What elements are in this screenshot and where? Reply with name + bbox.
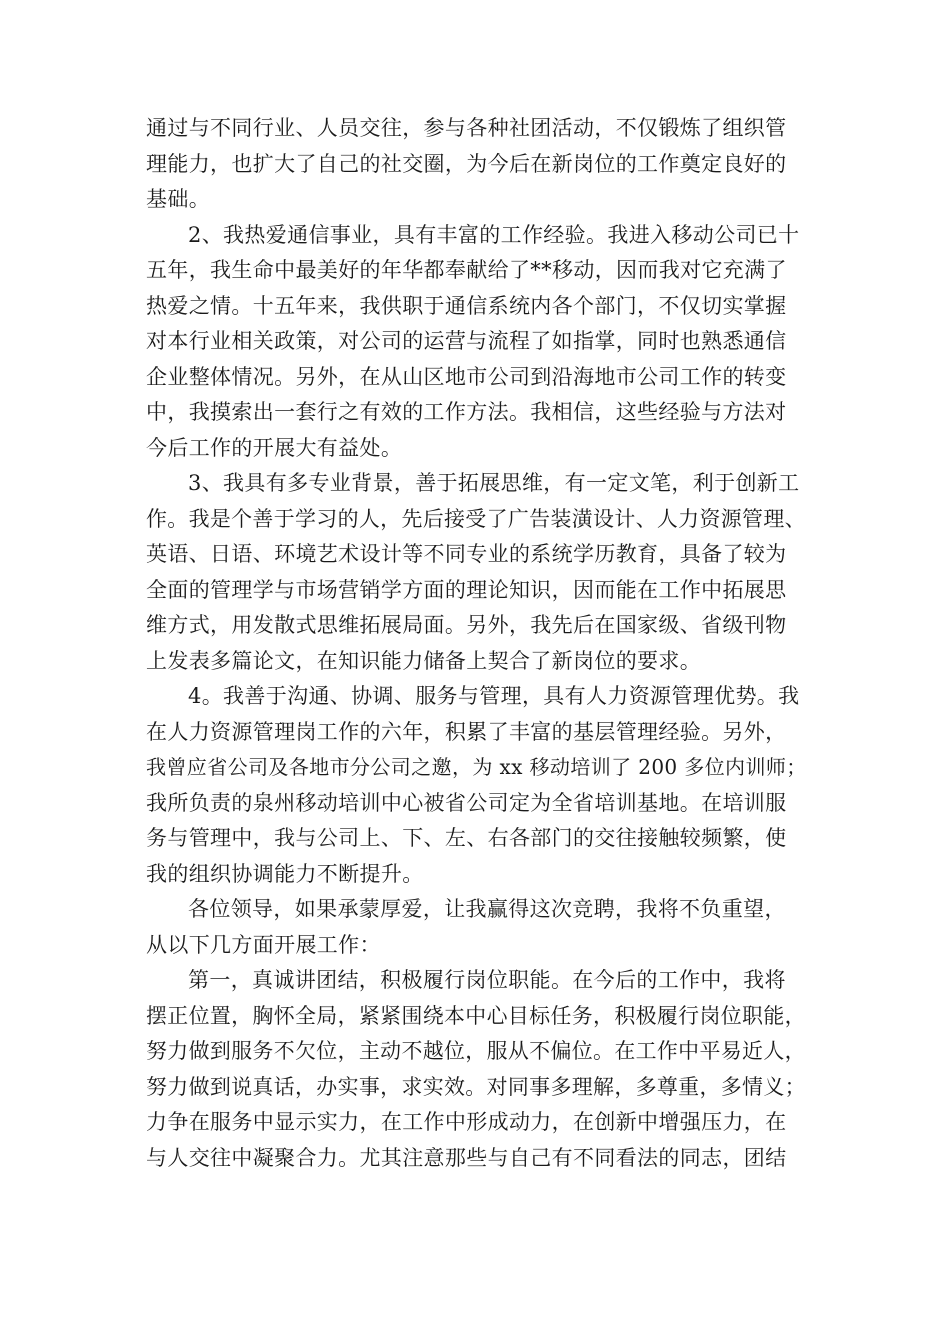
text-line: 力争在服务中显示实力，在工作中形成动力，在创新中增强压力，在 [146,1110,787,1134]
text-line: 第一，真诚讲团结，积极履行岗位职能。在今后的工作中，我将 [188,968,786,992]
text-line: 维方式，用发散式思维拓展局面。另外，我先后在国家级、省级刊物 [146,613,787,637]
text-line: 上发表多篇论文，在知识能力储备上契合了新岗位的要求。 [146,648,702,673]
text-line: 中，我摸索出一套行之有效的工作方法。我相信，这些经验与方法对 [146,400,787,424]
text-line: 今后工作的开展大有益处。 [146,435,403,460]
text-line: 努力做到服务不欠位，主动不越位，服从不偏位。在工作中平易近人， [146,1039,806,1063]
text-line: 在人力资源管理岗工作的六年，积累了丰富的基层管理经验。另外， [146,719,787,744]
text-line: 作。我是个善于学习的人，先后接受了广告装潢设计、人力资源管理、 [146,506,806,531]
text-line: 摆正位置，胸怀全局，紧紧围绕本中心目标任务，积极履行岗位职能， [146,1003,806,1028]
text-line: 务与管理中，我与公司上、下、左、右各部门的交往接触较频繁，使 [146,826,787,850]
text-line: 我的组织协调能力不断提升。 [146,861,424,886]
text-line: 努力做到说真话，办实事，求实效。对同事多理解，多尊重，多情义； [146,1074,806,1099]
text-line: 基础。 [146,187,211,211]
text-line: 我曾应省公司及各地市分公司之邀，为 xx 移动培训了 200 多位内训师； [146,755,807,779]
text-line: 全面的管理学与市场营销学方面的理论知识，因而能在工作中拓展思 [146,577,787,602]
text-line: 2、我热爱通信事业，具有丰富的工作经验。我进入移动公司已十 [188,222,800,247]
text-line: 企业整体情况。另外，在从山区地市公司到沿海地市公司工作的转变 [146,364,787,389]
text-line: 热爱之情。十五年来，我供职于通信系统内各个部门，不仅切实掌握 [146,293,787,318]
text-line: 英语、日语、环境艺术设计等不同专业的系统学历教育，具备了较为 [146,542,787,566]
text-line: 理能力，也扩大了自己的社交圈，为今后在新岗位的工作奠定良好的 [146,151,787,176]
text-line: 4。我善于沟通、协调、服务与管理，具有人力资源管理优势。我 [188,684,800,708]
text-line: 3、我具有多专业背景，善于拓展思维，有一定文笔，利于创新工 [188,471,800,495]
text-line: 对本行业相关政策，对公司的运营与流程了如指掌，同时也熟悉通信 [146,329,787,353]
text-line: 与人交往中凝聚合力。尤其注意那些与自己有不同看法的同志，团结 [146,1145,787,1170]
text-line: 我所负责的泉州移动培训中心被省公司定为全省培训基地。在培训服 [146,790,787,815]
text-line: 五年，我生命中最美好的年华都奉献给了**移动，因而我对它充满了 [146,258,787,282]
text-line: 通过与不同行业、人员交往，参与各种社团活动，不仅锻炼了组织管 [146,116,787,140]
text-line: 各位领导，如果承蒙厚爱，让我赢得这次竞聘，我将不负重望， [188,897,786,921]
text-line: 从以下几方面开展工作： [146,932,381,957]
